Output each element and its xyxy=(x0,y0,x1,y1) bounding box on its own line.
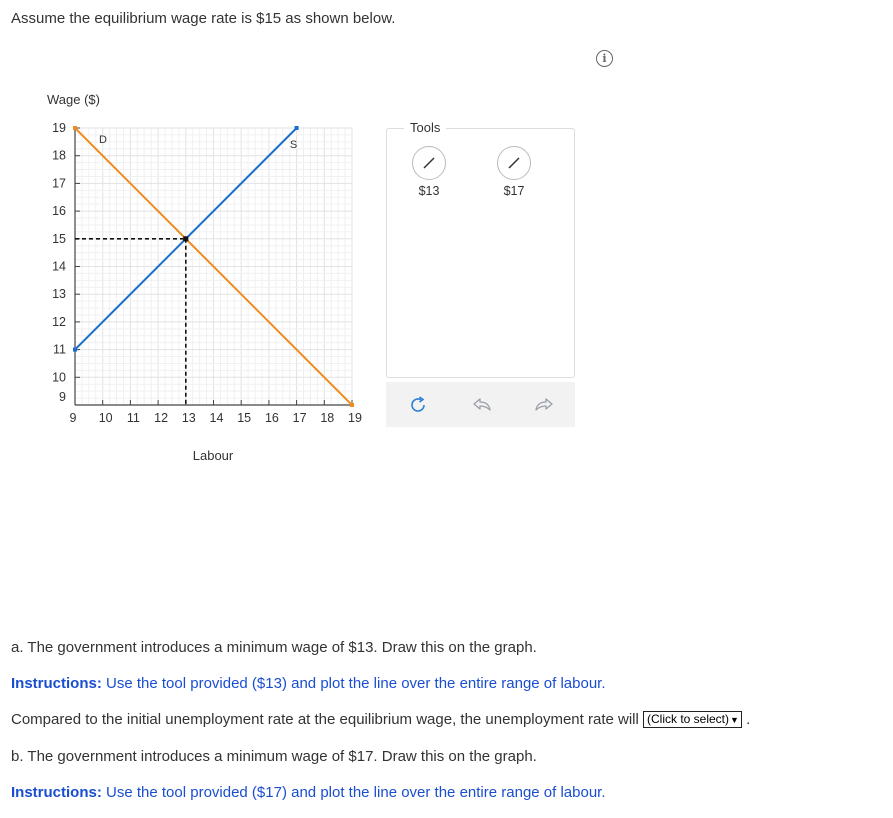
y-tick-label: 13 xyxy=(52,287,66,302)
intro-text: Assume the equilibrium wage rate is $15 as shown below. xyxy=(11,10,396,27)
tools-title: Tools xyxy=(404,120,446,135)
instructions-b-text: Use the tool provided ($17) and plot the line over the entire range of labour. xyxy=(106,784,606,801)
reset-icon[interactable] xyxy=(406,393,430,417)
y-tick-label: 10 xyxy=(52,370,66,385)
x-tick-label: 17 xyxy=(292,411,307,425)
y-tick-label: 14 xyxy=(52,259,66,274)
x-tick-label: 9 xyxy=(69,411,77,425)
tool-13[interactable] xyxy=(399,146,459,198)
tool-17-label: $17 xyxy=(503,184,525,198)
x-tick-label: 10 xyxy=(98,411,113,425)
y-tick-label: 16 xyxy=(52,204,66,219)
unemployment-select[interactable] xyxy=(643,711,742,728)
instructions-a xyxy=(11,675,606,692)
instructions-b xyxy=(11,784,606,801)
y-tick-label: 12 xyxy=(52,314,66,329)
tool-17[interactable] xyxy=(484,146,544,198)
instructions-a-label: Instructions: xyxy=(11,675,102,692)
y-tick-label: 9 xyxy=(59,390,66,404)
instructions-b-label: Instructions: xyxy=(11,784,102,801)
x-tick-label: 14 xyxy=(209,411,224,425)
select-value: (Click to select) xyxy=(647,712,730,726)
chart[interactable] xyxy=(0,80,380,475)
x-tick-label: 18 xyxy=(320,411,335,425)
chevron-down-icon: ▼ xyxy=(730,715,739,725)
line-tool-icon xyxy=(497,146,531,180)
tool-13-label: $13 xyxy=(418,184,440,198)
y-tick-label: 15 xyxy=(52,231,66,246)
redo-icon[interactable] xyxy=(532,393,556,417)
x-tick-label: 15 xyxy=(237,411,252,425)
x-tick-label: 11 xyxy=(126,411,140,425)
x-tick-label: 19 xyxy=(348,411,362,425)
undo-icon[interactable] xyxy=(470,393,494,417)
y-axis-label: Wage ($) xyxy=(47,92,100,107)
instructions-a-text: Use the tool provided ($13) and plot the line over the entire range of labour. xyxy=(106,675,606,692)
info-icon[interactable]: i xyxy=(596,50,613,67)
line-tool-icon xyxy=(412,146,446,180)
x-tick-label: 16 xyxy=(264,411,279,425)
demand-label: D xyxy=(99,134,107,146)
x-axis-label: Labour xyxy=(192,448,234,463)
x-tick-label: 12 xyxy=(154,411,169,425)
y-tick-label: 17 xyxy=(52,176,66,191)
x-tick-label: 13 xyxy=(181,411,196,425)
y-tick-label: 18 xyxy=(52,148,66,163)
y-tick-label: 11 xyxy=(53,342,66,357)
y-tick-label: 19 xyxy=(52,121,66,135)
question-a: a. The government introduces a minimum wage of $13. Draw this on the graph. xyxy=(11,639,537,656)
supply-label: S xyxy=(289,139,298,151)
compare-line xyxy=(11,711,750,728)
question-b: b. The government introduces a minimum wage of $17. Draw this on the graph. xyxy=(11,748,537,765)
compare-end: . xyxy=(746,711,751,728)
curve-endpoint xyxy=(295,126,299,130)
equilibrium-point xyxy=(183,236,188,241)
curve-endpoint xyxy=(73,126,77,130)
curve-endpoint xyxy=(350,403,354,407)
curve-endpoint xyxy=(73,348,77,352)
compare-text: Compared to the initial unemployment rate at the equilibrium wage, the unemployment rate will xyxy=(11,711,639,728)
graph-toolbar xyxy=(386,382,575,427)
